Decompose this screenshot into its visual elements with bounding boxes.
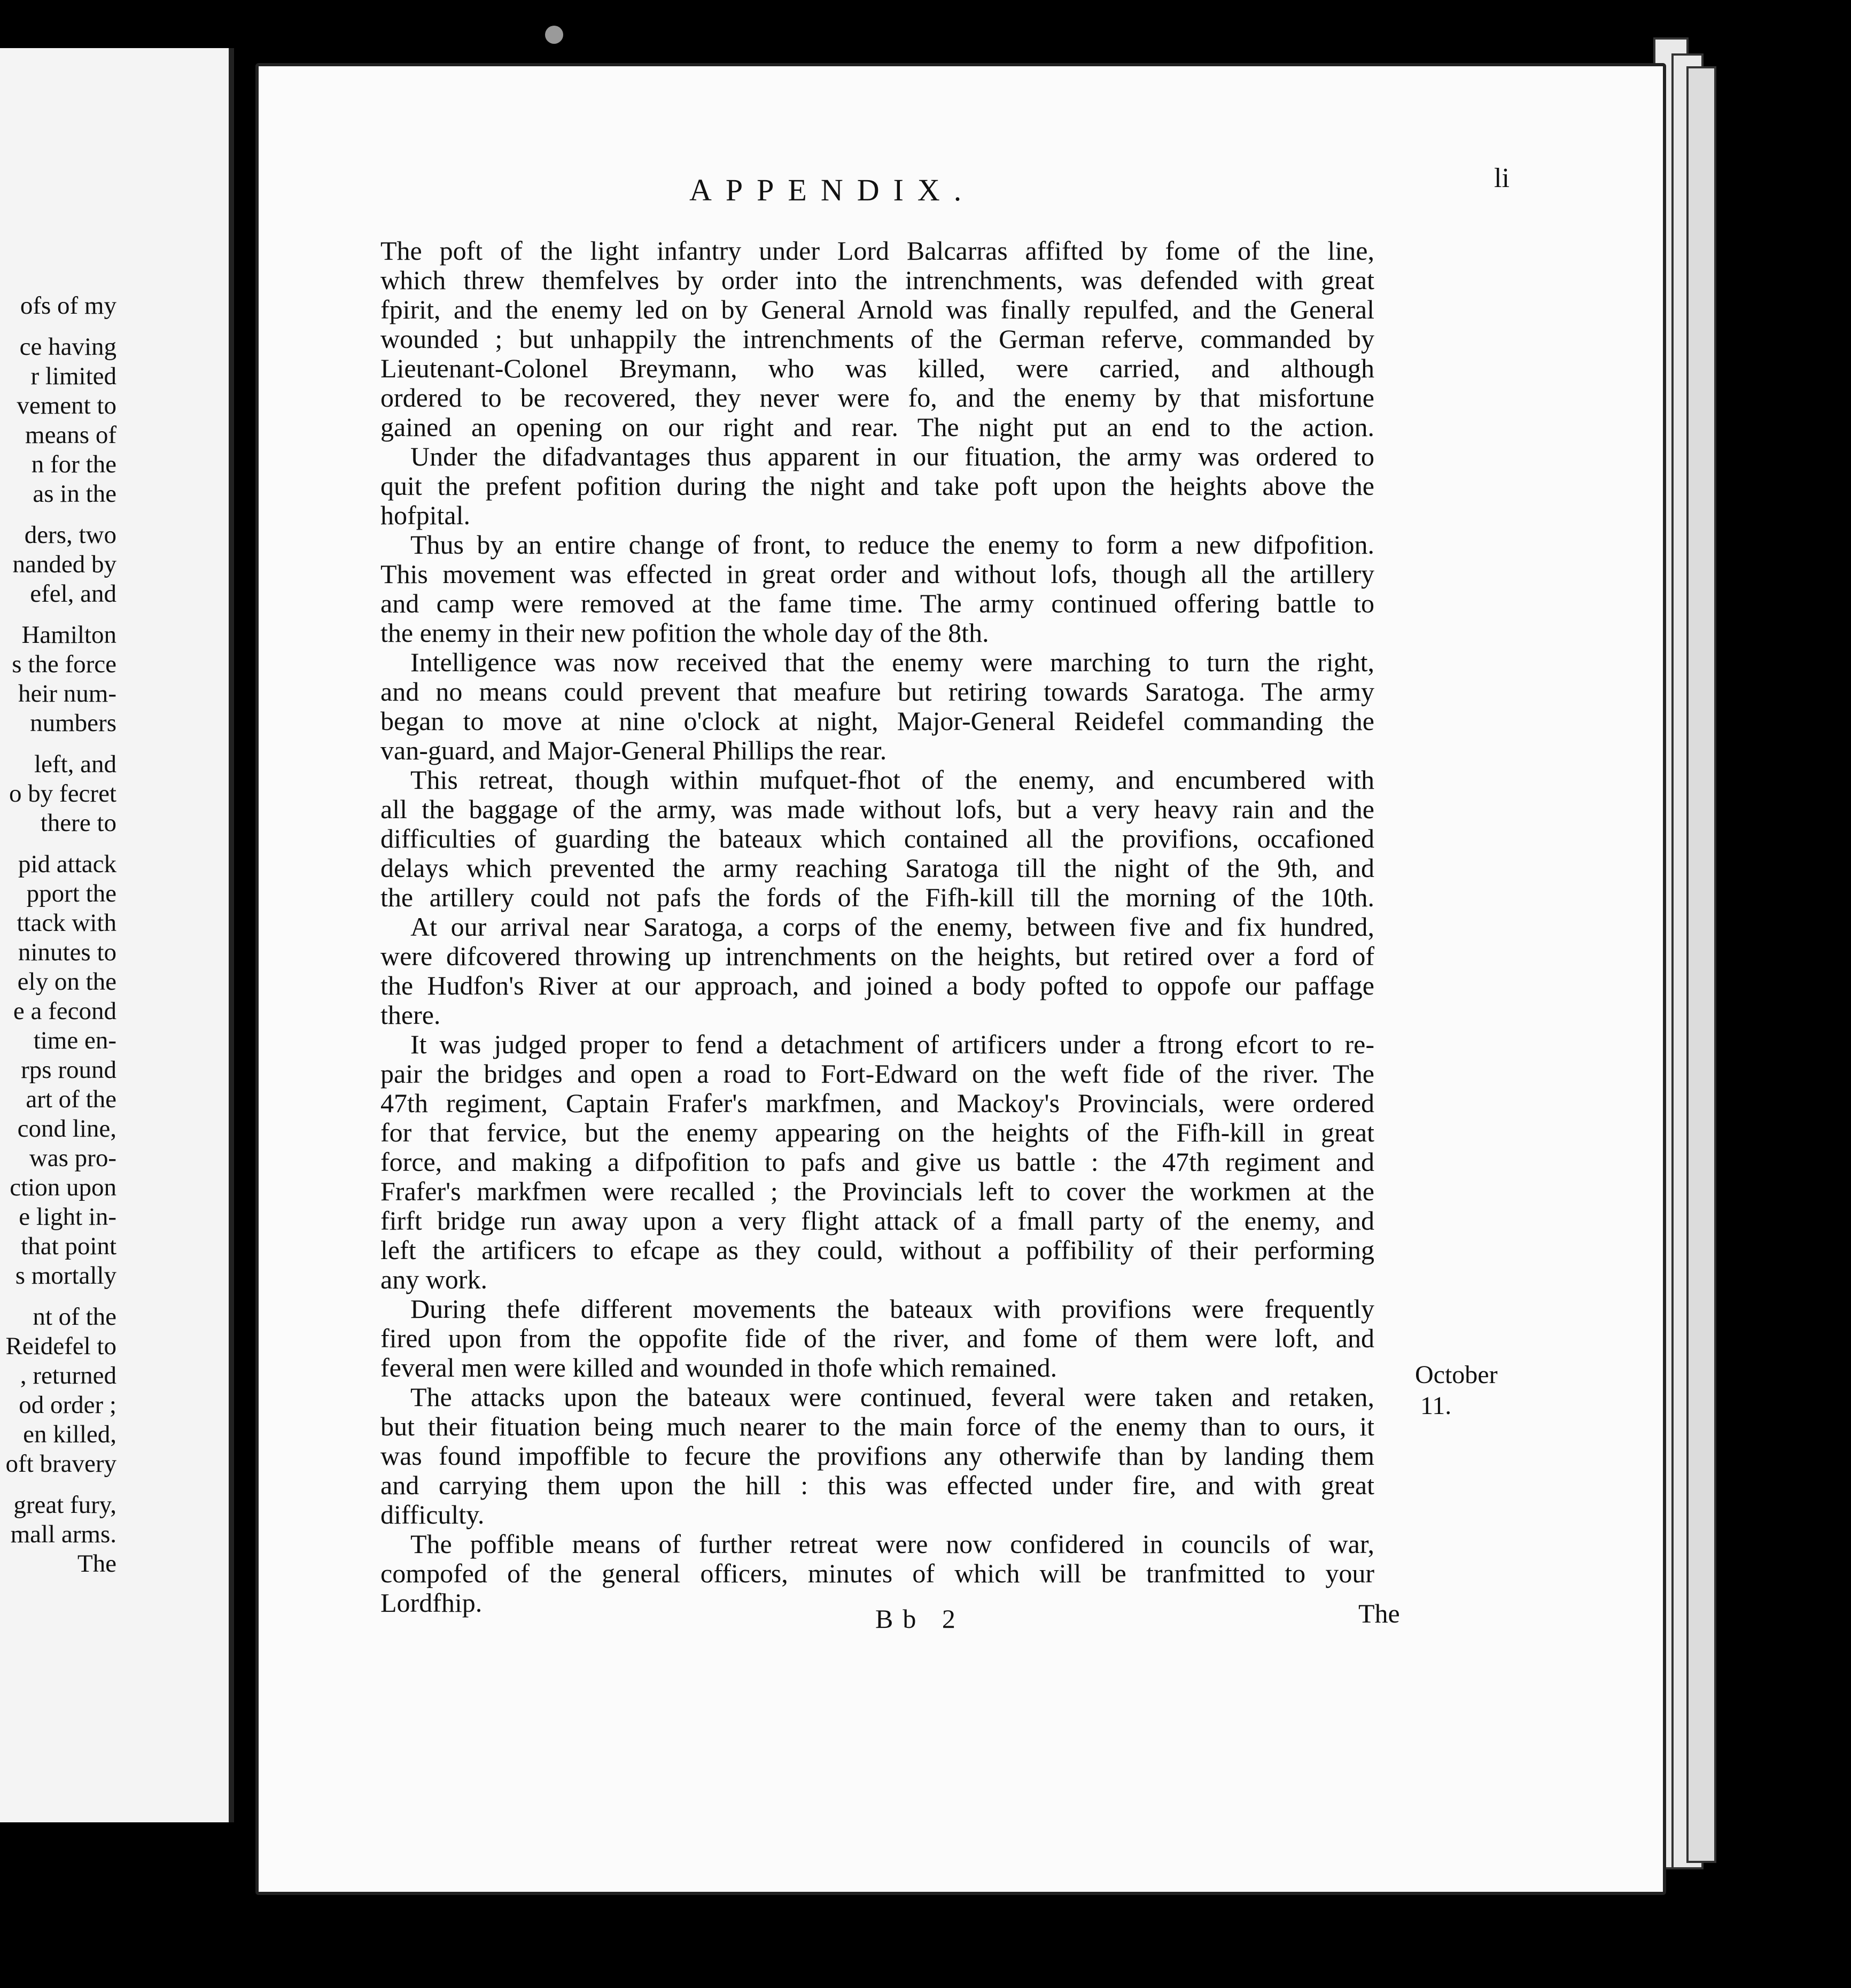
- text-line: fpirit, and the enemy led on by General Arnold was finally repulfed, and the General: [380, 294, 1374, 324]
- previous-page-line: od order ;: [19, 1391, 116, 1419]
- previous-page-line: Hamilton: [21, 621, 116, 649]
- text-line: Thus by an entire change of front, to reduce the enemy to form a new difpofition.: [410, 530, 1374, 560]
- text-line: were difcovered throwing up intrenchments on the heights, but retired over a ford of: [380, 941, 1374, 971]
- text-line: wounded ; but unhappily the intrenchments of the German referve, commanded by: [380, 324, 1374, 354]
- previous-page-line: efel, and: [30, 580, 116, 608]
- body-text: [380, 236, 1374, 1618]
- page-number: li: [1494, 163, 1510, 193]
- marginal-date-day: 11.: [1420, 1392, 1452, 1420]
- previous-page-line: Reidefel to: [5, 1332, 116, 1360]
- text-line: hofpital.: [380, 500, 471, 530]
- text-line: feveral men were killed and wounded in thofe which remained.: [380, 1353, 1057, 1383]
- text-line: difficulties of guarding the bateaux which contained all the provifions, occafioned: [380, 824, 1374, 853]
- text-line: and carrying them upon the hill : this was effected under fire, and with great: [380, 1470, 1374, 1500]
- text-line: the artillery could not pafs the fords of the Fifh-kill till the morning of the 10th.: [380, 882, 1374, 912]
- signature-mark: Bb 2: [875, 1604, 965, 1634]
- previous-page-line: oft bravery: [5, 1450, 116, 1478]
- text-line: delays which prevented the army reaching Saratoga till the night of the 9th, and: [380, 853, 1374, 883]
- text-line: gained an opening on our right and rear. The night put an end to the action.: [380, 412, 1374, 442]
- previous-page-line: left, and: [34, 750, 116, 778]
- text-line: The attacks upon the bateaux were continued, feveral were taken and retaken,: [410, 1382, 1374, 1412]
- text-line: all the baggage of the army, was made without lofs, but a very heavy rain and the: [380, 794, 1374, 824]
- text-line: Lieutenant-Colonel Breymann, who was killed, were carried, and although: [380, 353, 1374, 383]
- previous-page-line: time en-: [33, 1027, 116, 1054]
- previous-page-fragment: [0, 48, 234, 1822]
- dust-speck: [545, 26, 563, 44]
- text-line: It was judged proper to fend a detachment of artificers under a ftrong efcort to re-: [410, 1029, 1374, 1059]
- text-line: which threw themfelves by order into the intrenchments, was defended with great: [380, 265, 1374, 295]
- previous-page-line: ttack with: [17, 909, 116, 937]
- previous-page-line: as in the: [33, 480, 116, 508]
- previous-page-line: r limited: [30, 362, 116, 390]
- previous-page-line: that point: [21, 1232, 116, 1260]
- text-line: 47th regiment, Captain Frafer's markfmen, and Mackoy's Provincials, were ordered: [380, 1088, 1374, 1118]
- page-edge: [1686, 66, 1716, 1863]
- previous-page-line: mall arms.: [10, 1520, 116, 1548]
- text-line: force, and making a difpofition to pafs and give us battle : the 47th regiment and: [380, 1147, 1374, 1177]
- text-line: began to move at nine o'clock at night, Major-General Reidefel commanding the: [380, 706, 1374, 736]
- text-line: but their fituation being much nearer to the main force of the enemy than to ours, it: [380, 1411, 1374, 1441]
- previous-page-line: ely on the: [17, 968, 116, 996]
- text-line: Intelligence was now received that the enemy were marching to turn the right,: [410, 647, 1374, 677]
- previous-page-line: nanded by: [12, 550, 116, 578]
- text-line: for that fervice, but the enemy appearing on the heights of the Fifh-kill in great: [380, 1117, 1374, 1147]
- text-line: fired upon from the oppofite fide of the river, and fome of them were loft, and: [380, 1323, 1374, 1353]
- previous-page-line: vement to: [17, 392, 116, 420]
- text-line: van-guard, and Major-General Phillips the rear.: [380, 735, 887, 765]
- text-line: and no means could prevent that meafure but retiring towards Saratoga. The army: [380, 677, 1374, 706]
- text-line: the enemy in their new pofition the whole day of the 8th.: [380, 618, 989, 648]
- text-line: the Hudfon's River at our approach, and joined a body pofted to oppofe our paffage: [380, 970, 1374, 1000]
- previous-page-line: cond line,: [17, 1115, 116, 1143]
- previous-page-line: e a fecond: [13, 997, 116, 1025]
- previous-page-line: ders, two: [24, 521, 116, 549]
- text-line: any work.: [380, 1264, 487, 1294]
- previous-page-line: ce having: [19, 333, 116, 361]
- text-line: firft bridge run away upon a very flight attack of a fmall party of the enemy, and: [380, 1206, 1374, 1236]
- previous-page-line: pport the: [26, 880, 116, 907]
- previous-page-line: s mortally: [15, 1262, 116, 1290]
- previous-page-line: o by fecret: [9, 780, 116, 807]
- text-line: Lordfhip.: [380, 1588, 483, 1618]
- text-line: there.: [380, 1000, 441, 1030]
- previous-page-line: ninutes to: [18, 938, 116, 966]
- previous-page-line: there to: [40, 809, 116, 837]
- previous-page-line: pid attack: [18, 850, 116, 878]
- previous-page-line: was pro-: [29, 1144, 116, 1172]
- text-line: Frafer's markfmen were recalled ; the Provincials left to cover the workmen at the: [380, 1176, 1374, 1206]
- text-line: This movement was effected in great order and without lofs, though all the artillery: [380, 559, 1374, 589]
- text-line: was found impoffible to fecure the provifions any otherwife than by landing them: [380, 1441, 1374, 1471]
- text-line: Under the difadvantages thus apparent in our fituation, the army was ordered to: [410, 441, 1374, 471]
- marginal-date-month: October: [1415, 1361, 1498, 1389]
- previous-page-line: n for the: [31, 451, 116, 478]
- text-line: and camp were removed at the fame time. The army continued offering battle to: [380, 588, 1374, 618]
- running-head: APPENDIX.: [689, 173, 976, 207]
- marginal-date-note: [1415, 1360, 1498, 1422]
- previous-page-line: ofs of my: [20, 292, 116, 320]
- previous-page-line: numbers: [30, 709, 116, 737]
- previous-page-line: The: [77, 1550, 116, 1578]
- text-line: ordered to be recovered, they never were fo, and the enemy by that misfortune: [380, 383, 1374, 413]
- previous-page-line: great fury,: [13, 1491, 116, 1519]
- previous-page-line: heir num-: [18, 680, 116, 708]
- text-line: pair the bridges and open a road to Fort-Edward on the weft fide of the river. The: [380, 1059, 1374, 1089]
- text-line: At our arrival near Saratoga, a corps of the enemy, between five and fix hundred,: [410, 912, 1374, 942]
- previous-page-line: , returned: [20, 1362, 116, 1389]
- text-line: quit the prefent pofition during the night and take poft upon the heights above the: [380, 471, 1374, 501]
- previous-page-line: en killed,: [23, 1420, 116, 1448]
- catchword: The: [1358, 1598, 1400, 1628]
- text-line: difficulty.: [380, 1500, 485, 1529]
- previous-page-line: e light in-: [19, 1203, 116, 1231]
- text-line: compofed of the general officers, minutes of which will be tranfmitted to your: [380, 1558, 1374, 1588]
- previous-page-line: rps round: [21, 1056, 116, 1084]
- previous-page-line: ction upon: [10, 1174, 116, 1201]
- previous-page-line: nt of the: [33, 1303, 116, 1331]
- text-line: left the artificers to efcape as they could, without a poffibility of their performing: [380, 1235, 1374, 1265]
- text-line: The poft of the light infantry under Lord Balcarras affifted by fome of the line,: [380, 236, 1374, 266]
- previous-page-line: means of: [25, 421, 116, 449]
- previous-page-line: art of the: [26, 1085, 116, 1113]
- text-line: During thefe different movements the bateaux with provifions were frequently: [410, 1294, 1374, 1324]
- text-line: This retreat, though within mufquet-fhot of the enemy, and encumbered with: [410, 765, 1374, 795]
- previous-page-line: s the force: [12, 650, 116, 678]
- text-line: The poffible means of further retreat were now confidered in councils of war,: [410, 1529, 1374, 1559]
